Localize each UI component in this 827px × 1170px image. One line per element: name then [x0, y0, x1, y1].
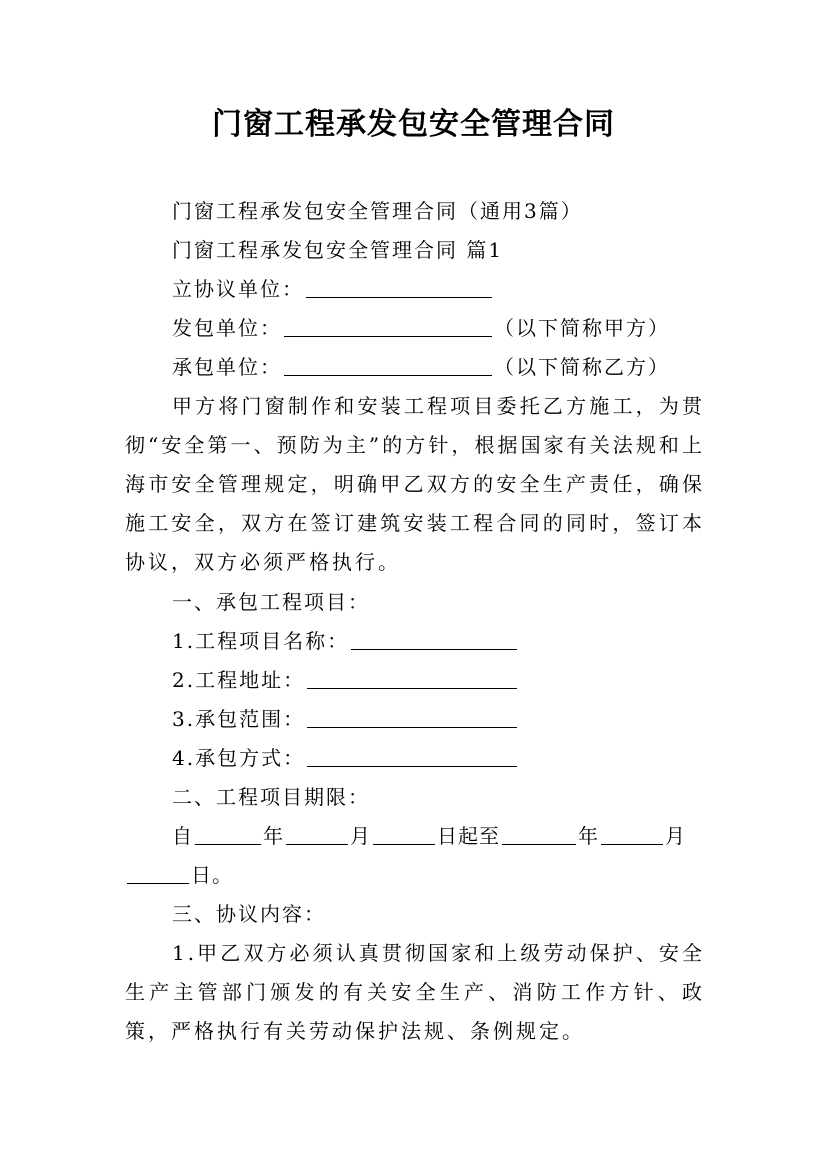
project-name-line	[172, 622, 519, 660]
document-subtitle: 门窗工程承发包安全管理合同（通用3篇）	[172, 199, 583, 223]
period-day-to: 日起至	[437, 824, 500, 848]
start-year-blank	[195, 820, 261, 845]
clause-1-paragraph: 1.甲乙双方必须认真贯彻国家和上级劳动保护、安全生产主管部门颁发的有关安全生产、消防工作方针、政策，严格执行有关劳动保护法规、条例规定。	[125, 941, 705, 1043]
project-name-blank	[351, 625, 517, 650]
period-year-2: 年	[578, 824, 599, 848]
end-year-blank	[502, 820, 576, 845]
project-scope-label: 3.承包范围：	[172, 707, 306, 731]
period-month-1: 月	[350, 824, 371, 848]
period-end-line	[125, 856, 233, 894]
contractor-line	[172, 309, 670, 347]
period-day-end: 日。	[191, 863, 233, 887]
project-address-line	[172, 661, 519, 699]
contractor-note: （以下简称甲方）	[494, 316, 670, 340]
heading-period: 二、工程项目期限：	[172, 785, 370, 809]
subcontractor-label: 承包单位：	[172, 355, 282, 379]
contract-method-blank	[307, 742, 517, 767]
end-month-blank	[601, 820, 663, 845]
subcontractor-note: （以下简称乙方）	[494, 355, 670, 379]
contractor-blank	[284, 312, 492, 337]
period-year-1: 年	[263, 824, 284, 848]
agreement-party-label: 立协议单位：	[172, 277, 304, 301]
contractor-label: 发包单位：	[172, 316, 282, 340]
agreement-party-blank	[306, 273, 492, 298]
agreement-party-line	[172, 270, 494, 308]
subcontractor-blank	[284, 351, 492, 376]
start-day-blank	[373, 820, 435, 845]
contract-method-label: 4.承包方式：	[172, 746, 306, 770]
project-scope-blank	[307, 703, 517, 728]
project-scope-line	[172, 700, 519, 738]
project-address-blank	[307, 664, 517, 689]
heading-agreement: 三、协议内容：	[172, 902, 326, 926]
contract-method-line	[172, 739, 519, 777]
period-from: 自	[172, 824, 193, 848]
start-month-blank	[286, 820, 348, 845]
project-address-label: 2.工程地址：	[172, 668, 306, 692]
period-line	[172, 817, 686, 855]
intro-paragraph: 甲方将门窗制作和安装工程项目委托乙方施工，为贯彻“安全第一、预防为主”的方针，根据国家有关法规和上海市安全管理规定，明确甲乙双方的安全生产责任，确保施工安全，双方在签订建筑安装工程合同的同时，签订本协议，双方必须严格执行。	[125, 394, 705, 574]
period-month-2: 月	[665, 824, 686, 848]
heading-project: 一、承包工程项目：	[172, 590, 370, 614]
end-day-blank	[127, 859, 189, 884]
section-title: 门窗工程承发包安全管理合同 篇1	[172, 238, 504, 262]
document-title: 门窗工程承发包安全管理合同	[212, 107, 615, 142]
subcontractor-line	[172, 348, 670, 386]
project-name-label: 1.工程项目名称：	[172, 629, 350, 653]
